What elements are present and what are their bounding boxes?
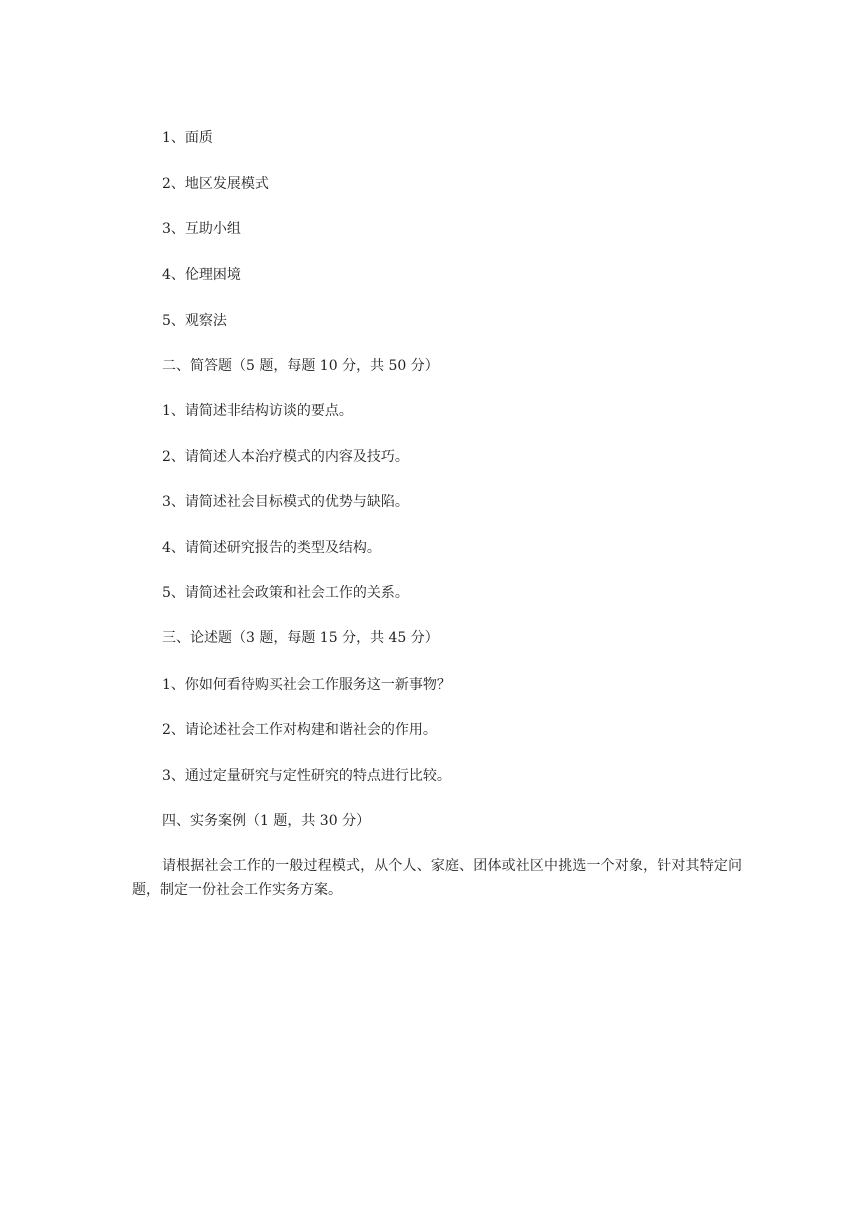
term-item: 4、伦理困境: [162, 267, 241, 283]
term-item: 3、互助小组: [162, 221, 241, 237]
question-item: 3、通过定量研究与定性研究的特点进行比较。: [162, 768, 451, 784]
question-item: 3、请简述社会目标模式的优势与缺陷。: [162, 494, 409, 510]
section-heading-short-answer: 二、简答题（5 题，每题 10 分，共 50 分）: [162, 358, 439, 374]
section-heading-case: 四、实务案例（1 题，共 30 分）: [162, 813, 371, 829]
question-item: 2、请简述人本治疗模式的内容及技巧。: [162, 449, 409, 465]
case-paragraph: 请根据社会工作的一般过程模式，从个人、家庭、团体或社区中挑选一个对象，针对其特定问题，制定一份社会工作实务方案。: [132, 858, 742, 898]
question-item: 2、请论述社会工作对构建和谐社会的作用。: [162, 722, 437, 738]
question-item: 1、请简述非结构访谈的要点。: [162, 403, 353, 419]
section-heading-essay: 三、论述题（3 题，每题 15 分，共 45 分）: [162, 630, 439, 646]
question-item: 5、请简述社会政策和社会工作的关系。: [162, 585, 409, 601]
question-item: 4、请简述研究报告的类型及结构。: [162, 540, 381, 556]
term-item: 5、观察法: [162, 313, 227, 329]
term-item: 1、面质: [162, 130, 213, 146]
term-item: 2、地区发展模式: [162, 176, 269, 192]
question-item: 1、你如何看待购买社会工作服务这一新事物？: [162, 677, 451, 693]
